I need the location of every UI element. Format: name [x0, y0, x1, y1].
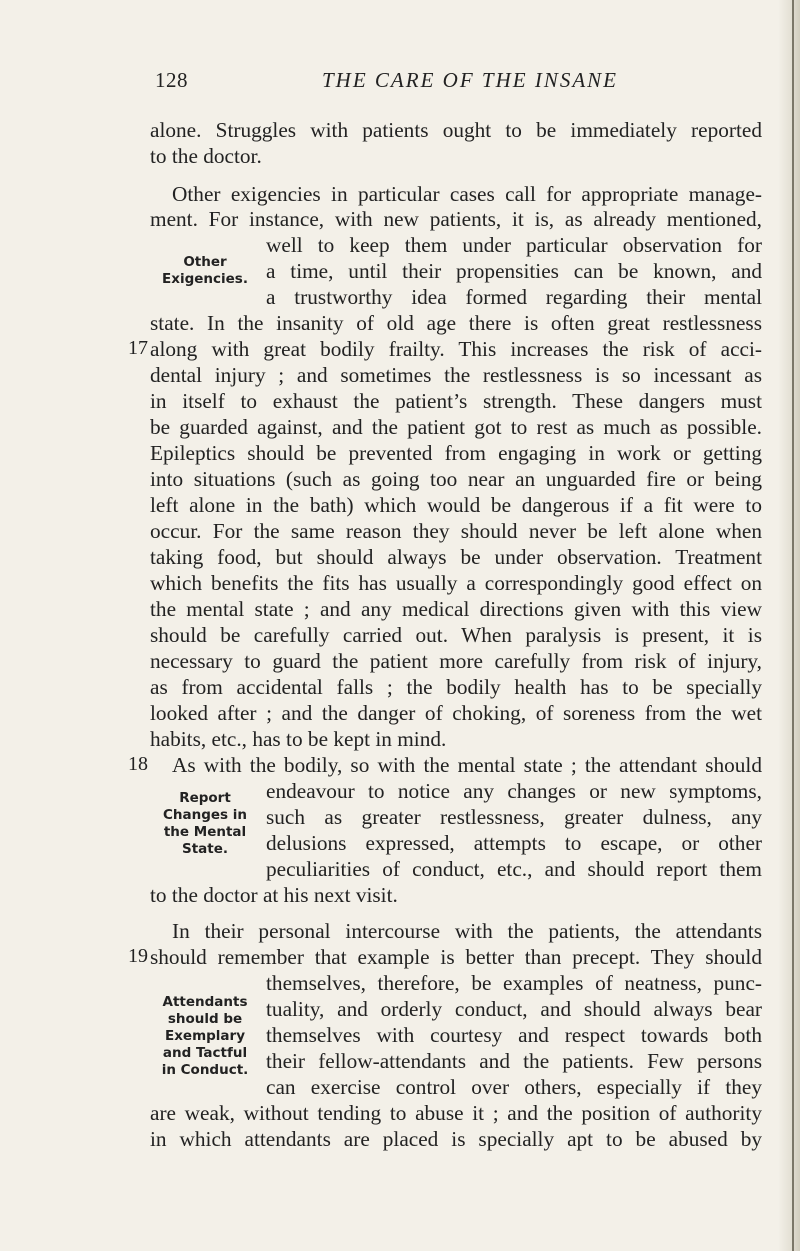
text-line: to the doctor at his next visit.: [150, 883, 398, 907]
side-note-line: State.: [181, 841, 229, 857]
text-line: the mental state ; and any medical directions given with this view: [150, 597, 762, 621]
text-line: habits, etc., has to be kept in mind.: [150, 727, 447, 751]
side-note-attendants-exemplary: [149, 994, 261, 1079]
text-line: dental injury ; and sometimes the restlessness is so incessant as: [150, 363, 762, 387]
side-note-line: in Conduct.: [161, 1062, 249, 1078]
text-line: state. In the insanity of old age there is often great restlessness: [150, 311, 762, 335]
text-line: In their personal intercourse with the patients, the attendants: [172, 919, 762, 943]
text-line: left alone in the bath) which would be dangerous if a fit were to: [150, 493, 762, 517]
side-note-line: should be: [167, 1011, 243, 1027]
text-line: be guarded against, and the patient got to rest as much as possible.: [150, 415, 762, 439]
side-note-line: Other: [183, 254, 227, 270]
paragraph-number: 17: [128, 337, 148, 359]
side-note-other-exigencies: [149, 254, 261, 288]
text-line: as from accidental falls ; the bodily health has to be specially: [150, 675, 762, 699]
page-edge-line: [792, 0, 794, 1251]
text-line: along with great bodily frailty. This increases the risk of acci-: [150, 337, 762, 361]
text-line: a time, until their propensities can be known, and: [266, 259, 762, 283]
paragraph-number: 19: [128, 945, 148, 967]
text-line: occur. For the same reason they should never be left alone when: [150, 519, 762, 543]
text-line: As with the bodily, so with the mental state ; the attendant should: [172, 753, 762, 777]
side-note-line: Exemplary: [164, 1028, 245, 1044]
text-line: looked after ; and the danger of choking, of soreness from the wet: [150, 701, 762, 725]
text-line: Other exigencies in particular cases call for appropriate manage-: [172, 182, 762, 206]
text-line: are weak, without tending to abuse it ; and the position of authority: [150, 1101, 762, 1125]
side-note-report-changes: [149, 790, 261, 858]
text-line: a trustworthy idea formed regarding their mental: [266, 285, 762, 309]
text-line: Epileptics should be prevented from engaging in work or getting: [150, 441, 762, 465]
text-line: should remember that example is better than precept. They should: [150, 945, 762, 969]
text-line: endeavour to notice any changes or new symptoms,: [266, 779, 762, 803]
text-line: their fellow-attendants and the patients. Few persons: [266, 1049, 762, 1073]
text-line: in which attendants are placed is specially apt to be abused by: [150, 1127, 762, 1151]
page-number: 128: [155, 68, 188, 92]
running-title: THE CARE OF THE INSANE: [322, 68, 618, 92]
text-line: tuality, and orderly conduct, and should always bear: [266, 997, 762, 1021]
text-line: necessary to guard the patient more carefully from risk of injury,: [150, 649, 762, 673]
text-line: well to keep them under particular observation for: [266, 233, 762, 257]
side-note-line: Changes in: [162, 807, 248, 823]
text-line: themselves, therefore, be examples of neatness, punc-: [266, 971, 762, 995]
text-line: such as greater restlessness, greater dulness, any: [266, 805, 762, 829]
text-line: can exercise control over others, especially if they: [266, 1075, 762, 1099]
text-line: in itself to exhaust the patient’s strength. These dangers must: [150, 389, 762, 413]
text-line: peculiarities of conduct, etc., and should report them: [266, 857, 762, 881]
page-edge-shadow: [778, 0, 800, 1251]
text-line: ment. For instance, with new patients, it is, as already mentioned,: [150, 207, 762, 231]
text-line: taking food, but should always be under observation. Treatment: [150, 545, 762, 569]
text-line: into situations (such as going too near an unguarded fire or being: [150, 467, 762, 491]
paragraph-number: 18: [128, 753, 148, 775]
text-line: alone. Struggles with patients ought to be immediately reported: [150, 118, 762, 142]
text-line: to the doctor.: [150, 144, 262, 168]
text-line: themselves with courtesy and respect towards both: [266, 1023, 762, 1047]
side-note-line: Attendants: [162, 994, 248, 1010]
side-note-line: the Mental: [163, 824, 247, 840]
text-line: which benefits the fits has usually a correspondingly good effect on: [150, 571, 762, 595]
text-line: should be carefully carried out. When paralysis is present, it is: [150, 623, 762, 647]
side-note-line: and Tactful: [162, 1045, 248, 1061]
side-note-line: Exigencies.: [162, 271, 248, 287]
text-line: delusions expressed, attempts to escape, or other: [266, 831, 762, 855]
side-note-line: Report: [179, 790, 231, 806]
